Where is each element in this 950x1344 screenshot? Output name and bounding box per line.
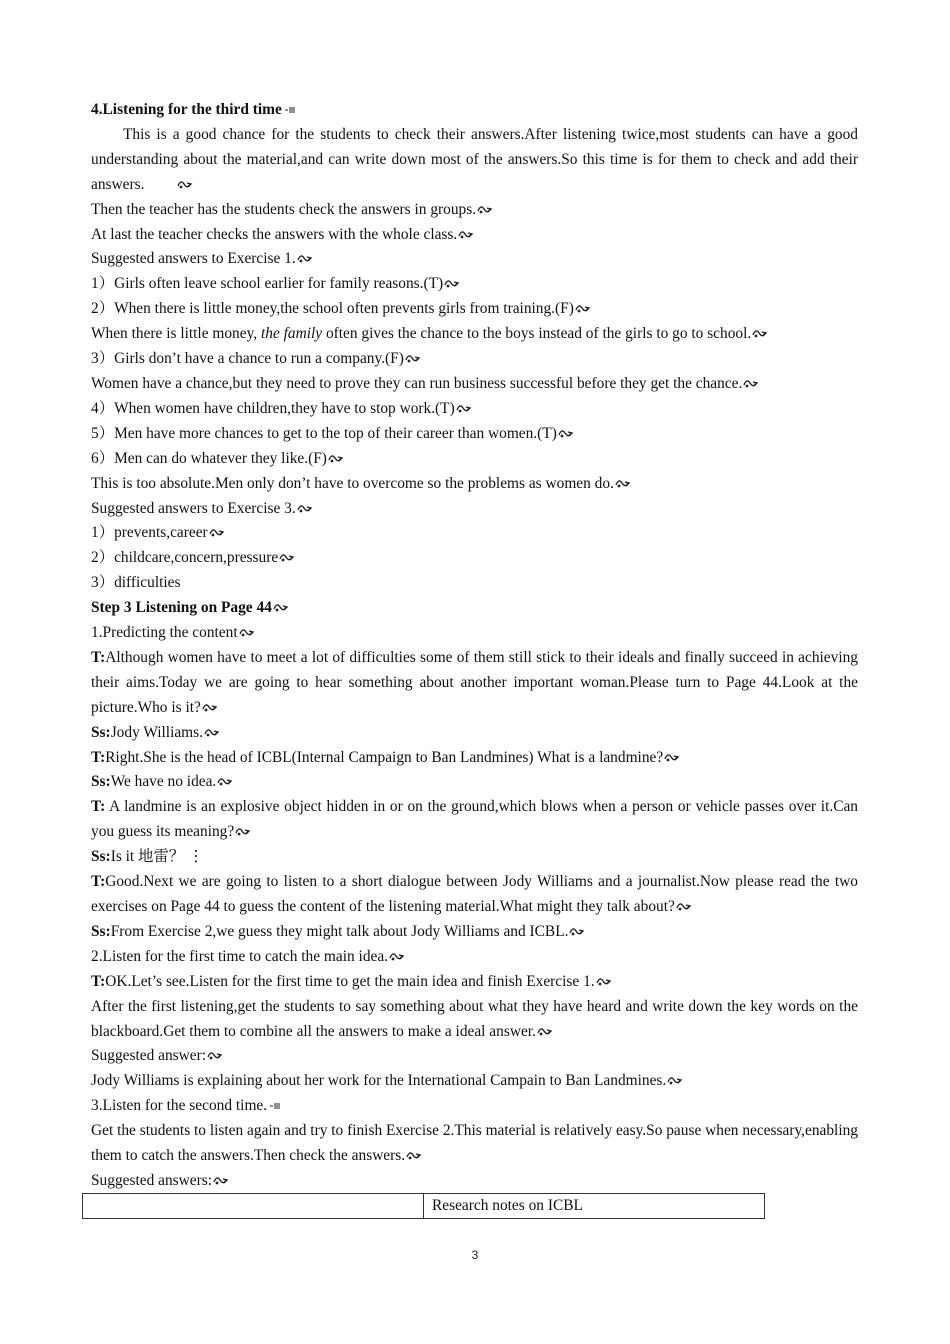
line-text: Suggested answers:	[91, 1171, 212, 1189]
line-text: Suggested answers to Exercise 3.	[91, 499, 296, 517]
text-line	[91, 372, 858, 397]
text-line	[91, 746, 858, 771]
speaker-label: T:	[91, 648, 106, 666]
text-line	[91, 945, 858, 970]
text-line	[91, 1044, 858, 1069]
text-line	[91, 920, 858, 945]
text-line	[91, 721, 858, 746]
speaker-label: 4.Listening for the third time	[91, 101, 282, 118]
text-line	[91, 1094, 858, 1119]
line-text: 3）Girls don’t have a chance to run a company.(F)	[91, 350, 404, 368]
paragraph-return-icon	[456, 398, 472, 408]
line-text: Women have a chance,but they need to prove they can run business successful before they get the chance.	[91, 374, 743, 392]
line-text: Then the teacher has the students check the answers in groups.	[91, 200, 477, 218]
line-text: At last the teacher checks the answers with the whole class.	[91, 225, 458, 243]
line-text: 1）prevents,career	[91, 524, 208, 542]
text-line	[91, 322, 858, 347]
speaker-label: T:	[91, 798, 106, 816]
line-text: A landmine is an explosive object hidden in or on the ground,which blows when a person or vehicle passes over it.Can you guess its meaning?	[91, 798, 858, 841]
table-row	[83, 1194, 765, 1219]
speaker-label: T:	[91, 873, 106, 891]
line-text: Although women have to meet a lot of difficulties some of them still stick to their ideals and finally succeed in achieving their aims.Today we are going to hear something about another important woman.Please turn to Page 44.Look at the picture.Who is it?	[91, 648, 858, 716]
paragraph-return-icon	[328, 448, 344, 458]
line-text: 5）Men have more chances to get to the top of their career than women.(T)	[91, 424, 557, 442]
text-line	[91, 870, 858, 920]
paragraph-return-icon	[596, 971, 612, 981]
research-notes-table	[82, 1193, 765, 1219]
line-text: Good.Next we are going to listen to a short dialogue between Jody Williams and a journalist.Now please read the two exercises on Page 44 to guess the content of the listening material.What might they talk about?	[91, 873, 858, 915]
text-line	[91, 247, 858, 272]
paragraph-return-icon	[389, 946, 405, 956]
text-line	[91, 297, 858, 322]
paragraph-return-icon	[458, 224, 474, 234]
text-line	[91, 98, 858, 123]
text-line	[91, 497, 858, 522]
paragraph-return-icon	[477, 199, 493, 209]
text-line	[91, 472, 858, 497]
line-text: This is a good chance for the students to check their answers.After listening twice,most students can have a good understanding about the material,and can write down most of the answers.So this time is for them to check and add their answers.	[91, 125, 858, 193]
line-text: 2.Listen for the first time to catch the main idea.	[91, 947, 389, 965]
paragraph-return-icon	[743, 373, 759, 383]
line-text: We have no idea.	[110, 773, 217, 791]
paragraph-return-icon	[752, 323, 768, 333]
line-text: Right.She is the head of ICBL(Internal Campaign to Ban Landmines) What is a landmine?	[105, 748, 664, 766]
text-line	[91, 596, 858, 621]
speaker-label: Ss:	[91, 773, 111, 791]
text-line	[91, 447, 858, 472]
text-line	[91, 223, 858, 248]
paragraph-return-icon	[239, 622, 255, 632]
table-cell-header: Research notes on ICBL	[424, 1194, 765, 1219]
line-text: 2）childcare,concern,pressure	[91, 549, 279, 567]
paragraph-return-icon	[297, 248, 313, 258]
line-text: 2）When there is little money,the school often prevents girls from training.(F)	[91, 300, 574, 318]
paragraph-return-icon	[273, 597, 289, 607]
text-line	[91, 546, 858, 571]
paragraph-return-icon	[615, 473, 631, 483]
line-text-post: often gives the chance to the boys instead of the girls to go to school.	[322, 325, 752, 343]
table-cell-left	[83, 1194, 424, 1219]
text-line	[91, 397, 858, 422]
paragraph-return-icon	[558, 423, 574, 433]
text-line	[91, 970, 858, 995]
line-break-icon	[284, 99, 294, 109]
line-text: From Exercise 2,we guess they might talk about Jody Williams and ICBL.	[110, 922, 569, 940]
text-line	[91, 1069, 858, 1094]
line-text: Suggested answers to Exercise 1.	[91, 250, 296, 268]
text-line	[91, 995, 858, 1045]
paragraph-return-icon	[444, 273, 460, 283]
paragraph-return-icon	[537, 1021, 553, 1031]
paragraph-return-icon	[209, 522, 225, 532]
speaker-label: T:	[91, 748, 106, 766]
paragraph-return-icon	[667, 1070, 683, 1080]
page-number: 3	[471, 1248, 479, 1262]
paragraph-return-icon	[207, 1045, 223, 1055]
text-line	[91, 1169, 858, 1194]
text-line	[91, 272, 858, 297]
line-text: After the first listening,get the students to say something about what they have heard and write down the key words on the blackboard.Get them to combine all the answers to make a ideal answer.	[91, 997, 858, 1040]
paragraph-return-icon	[406, 1145, 422, 1155]
paragraph-return-icon	[664, 747, 680, 757]
line-text: OK.Let’s see.Listen for the first time to get the main idea and finish Exercise 1.	[105, 972, 595, 990]
text-line	[91, 795, 858, 845]
line-text: 6）Men can do whatever they like.(F)	[91, 449, 327, 467]
speaker-label: Ss:	[91, 922, 111, 940]
line-text: 1）Girls often leave school earlier for family reasons.(T)	[91, 275, 444, 293]
text-line	[91, 347, 858, 372]
paragraph-return-icon	[676, 896, 692, 906]
speaker-label: T:	[91, 972, 106, 990]
text-line	[91, 123, 858, 198]
speaker-label: Ss:	[91, 848, 111, 866]
speaker-label: Step 3 Listening on Page 44	[91, 599, 272, 617]
paragraph-return-icon	[202, 697, 218, 707]
paragraph-return-icon	[575, 298, 591, 308]
text-line	[91, 845, 858, 870]
line-text: Jody Williams is explaining about her work for the International Campain to Ban Landmines.	[91, 1072, 667, 1090]
line-text: Jody Williams.	[110, 723, 203, 741]
text-line	[91, 1119, 858, 1169]
paragraph-return-icon	[217, 771, 233, 781]
line-text: Get the students to listen again and try to finish Exercise 2.This material is relatively easy.So pause when necessary,enabling them to catch the answers.Then check the answers.	[91, 1122, 858, 1165]
line-text: 3.Listen for the second time.	[91, 1097, 268, 1115]
paragraph-return-icon	[279, 547, 295, 557]
line-text: 1.Predicting the content	[91, 624, 238, 642]
paragraph-return-icon	[569, 921, 585, 931]
line-text: Suggested answer:	[91, 1047, 206, 1065]
paragraph-return-icon	[145, 174, 161, 184]
text-line	[91, 198, 858, 223]
paragraph-return-icon	[235, 821, 251, 831]
line-text: 4）When women have children,they have to stop work.(T)	[91, 399, 455, 417]
text-line	[91, 422, 858, 447]
text-line	[91, 521, 858, 546]
text-line	[91, 646, 858, 721]
paragraph-return-icon	[405, 348, 421, 358]
line-break-icon	[269, 1095, 279, 1105]
document-body	[91, 98, 858, 1194]
paragraph-return-icon	[204, 722, 220, 732]
speaker-label: Ss:	[91, 723, 111, 741]
text-line	[91, 621, 858, 646]
line-text-em: the family	[260, 325, 323, 343]
line-text: This is too absolute.Men only don’t have to overcome so the problems as women do.	[91, 474, 614, 492]
text-line	[91, 571, 858, 596]
text-line	[91, 770, 858, 795]
paragraph-return-icon	[213, 1170, 229, 1180]
line-text: Is it 地雷？ ⋮	[110, 848, 204, 866]
paragraph-return-icon	[297, 498, 313, 508]
line-text-pre: When there is little money,	[91, 325, 261, 343]
line-text: 3）difficulties	[91, 574, 181, 592]
